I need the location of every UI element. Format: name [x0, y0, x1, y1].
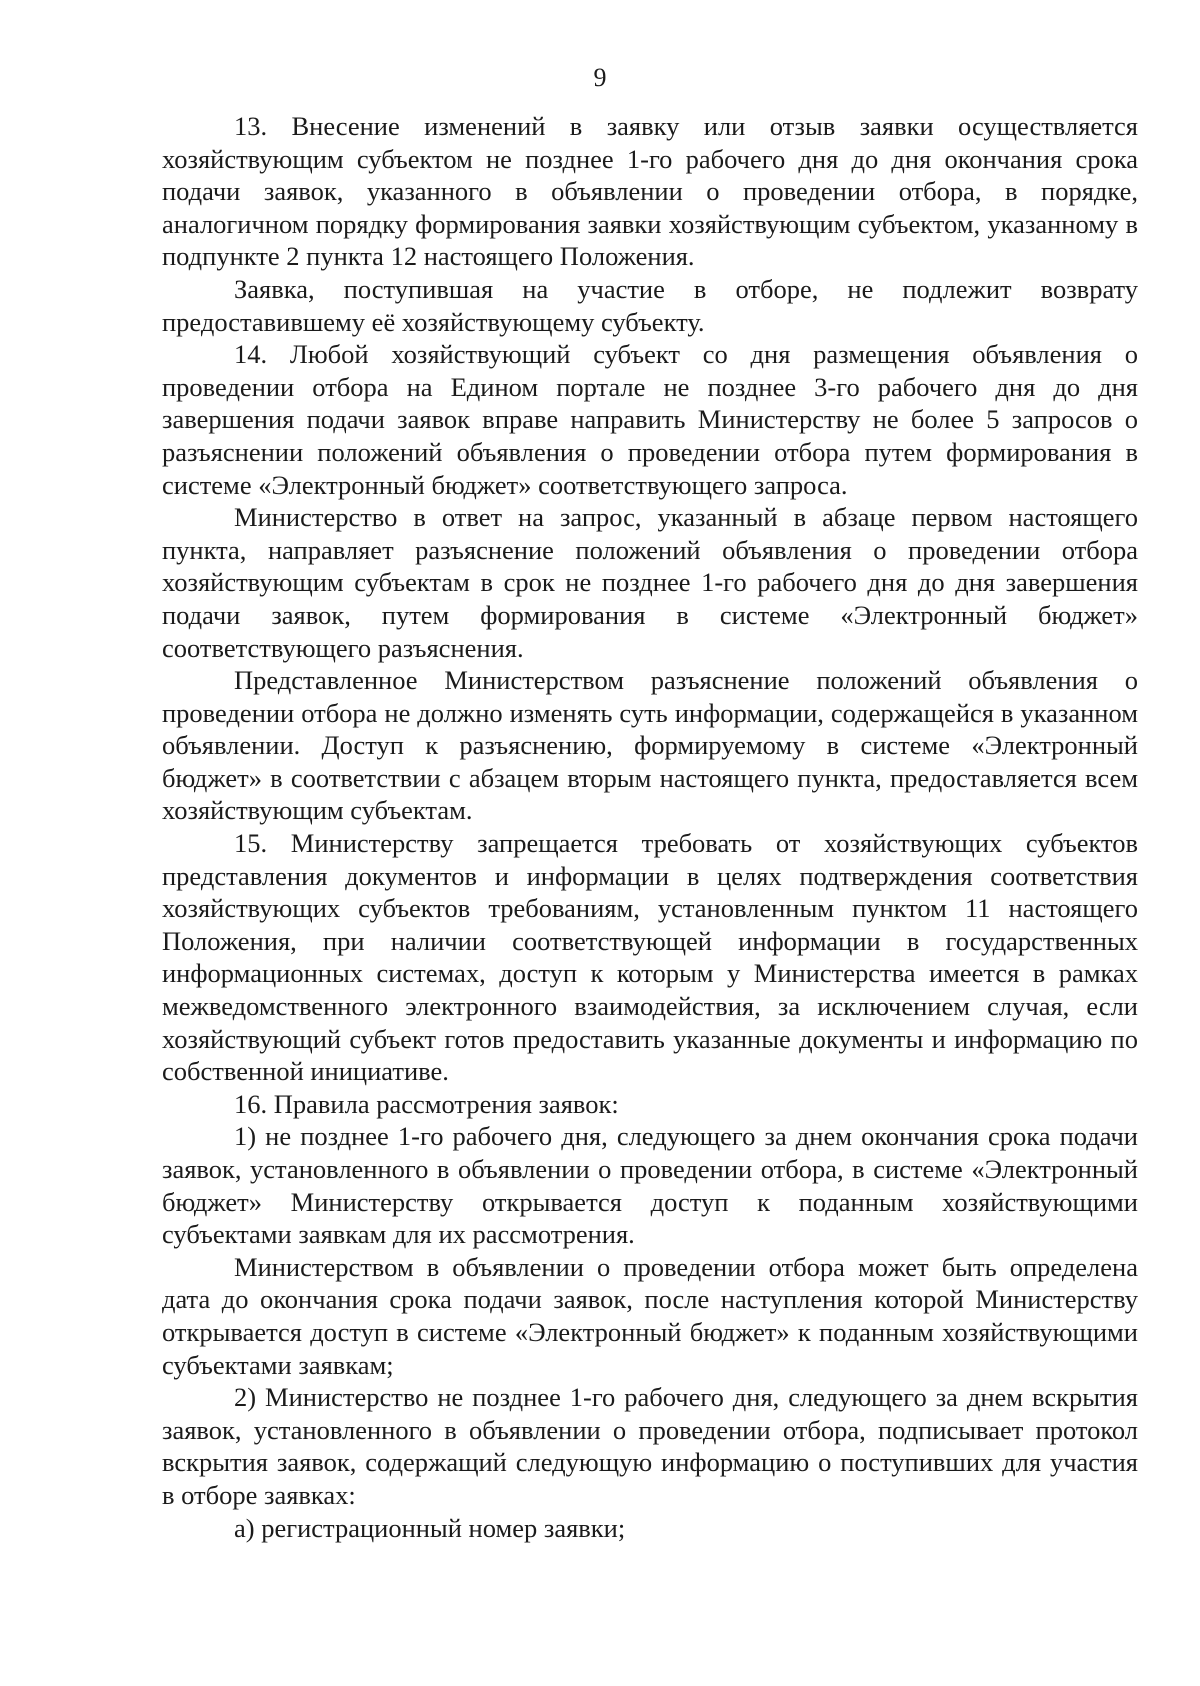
paragraph-14-response: Министерство в ответ на запрос, указанный в абзаце первом настоящего пункта, направляет разъяснение положений объявления о проведении отбора хозяйствующим субъектам в срок не позднее 1-го рабочего дня до дня завершения подачи заявок, путем формирования в системе «Электронный бюджет» соответствующего разъяснения. [162, 502, 1138, 663]
paragraph-16-item-2a: а) регистрационный номер заявки; [234, 1512, 626, 1543]
paragraph-14-clarification: Представленное Министерством разъяснение положений объявления о проведении отбора не должно изменять суть информации, содержащейся в указанном объявлении. Доступ к разъяснению, формируемому в системе «Электронный бюджет» в соответствии с абзацем вторым настоящего пункта, предоставляется всем хозяйствующим субъектам. [162, 665, 1138, 826]
paragraph-13-return: Заявка, поступившая на участие в отборе, не подлежит возврату предоставившему её хозяйствующему субъекту. [162, 273, 1138, 337]
document-body [162, 110, 1138, 1544]
paragraph-16-item-1-note: Министерством в объявлении о проведении отбора может быть определена дата до окончания срока подачи заявок, после наступления которой Министерству открывается доступ в системе «Электронный бюджет» к поданным хозяйствующими субъектами заявкам; [162, 1251, 1138, 1380]
paragraph-16-item-2: 2) Министерство не позднее 1-го рабочего дня, следующего за днем вскрытия заявок, установленного в объявлении о проведении отбора, подписывает протокол вскрытия заявок, содержащий следующую информацию о поступивших для участия в отборе заявках: [162, 1382, 1138, 1510]
paragraph-16-item-1: 1) не позднее 1-го рабочего дня, следующего за днем окончания срока подачи заявок, установленного в объявлении о проведении отбора, в системе «Электронный бюджет» Министерству открывается доступ к поданным хозяйствующими субъектами заявкам для их рассмотрения. [162, 1121, 1138, 1250]
paragraph-13: 13. Внесение изменений в заявку или отзыв заявки осуществляется хозяйствующим субъектом не позднее 1-го рабочего дня до дня окончания срока подачи заявок, указанного в объявлении о проведении отбора, в порядке, аналогичном порядку формирования заявки хозяйствующим субъектом, указанному в подпункте 2 пункта 12 настоящего Положения. [162, 111, 1138, 272]
paragraph-16-heading: 16. Правила рассмотрения заявок: [234, 1088, 619, 1119]
paragraph-15: 15. Министерству запрещается требовать от хозяйствующих субъектов представления документов и информации в целях подтверждения соответствия хозяйствующих субъектов требованиям, установленным пунктом 11 настоящего Положения, при наличии соответствующей информации в государственных информационных системах, доступ к которым у Министерства имеется в рамках межведомственного электронного взаимодействия, за исключением случая, если хозяйствующий субъект готов предоставить указанные документы и информацию по собственной инициативе. [162, 828, 1138, 1087]
page-number: 9 [593, 63, 607, 92]
paragraph-14: 14. Любой хозяйствующий субъект со дня размещения объявления о проведении отбора на Едином портале не позднее 3-го рабочего дня до дня завершения подачи заявок вправе направить Министерству не более 5 запросов о разъяснении положений объявления о проведении отбора путем формирования в системе «Электронный бюджет» соответствующего запроса. [162, 339, 1138, 500]
